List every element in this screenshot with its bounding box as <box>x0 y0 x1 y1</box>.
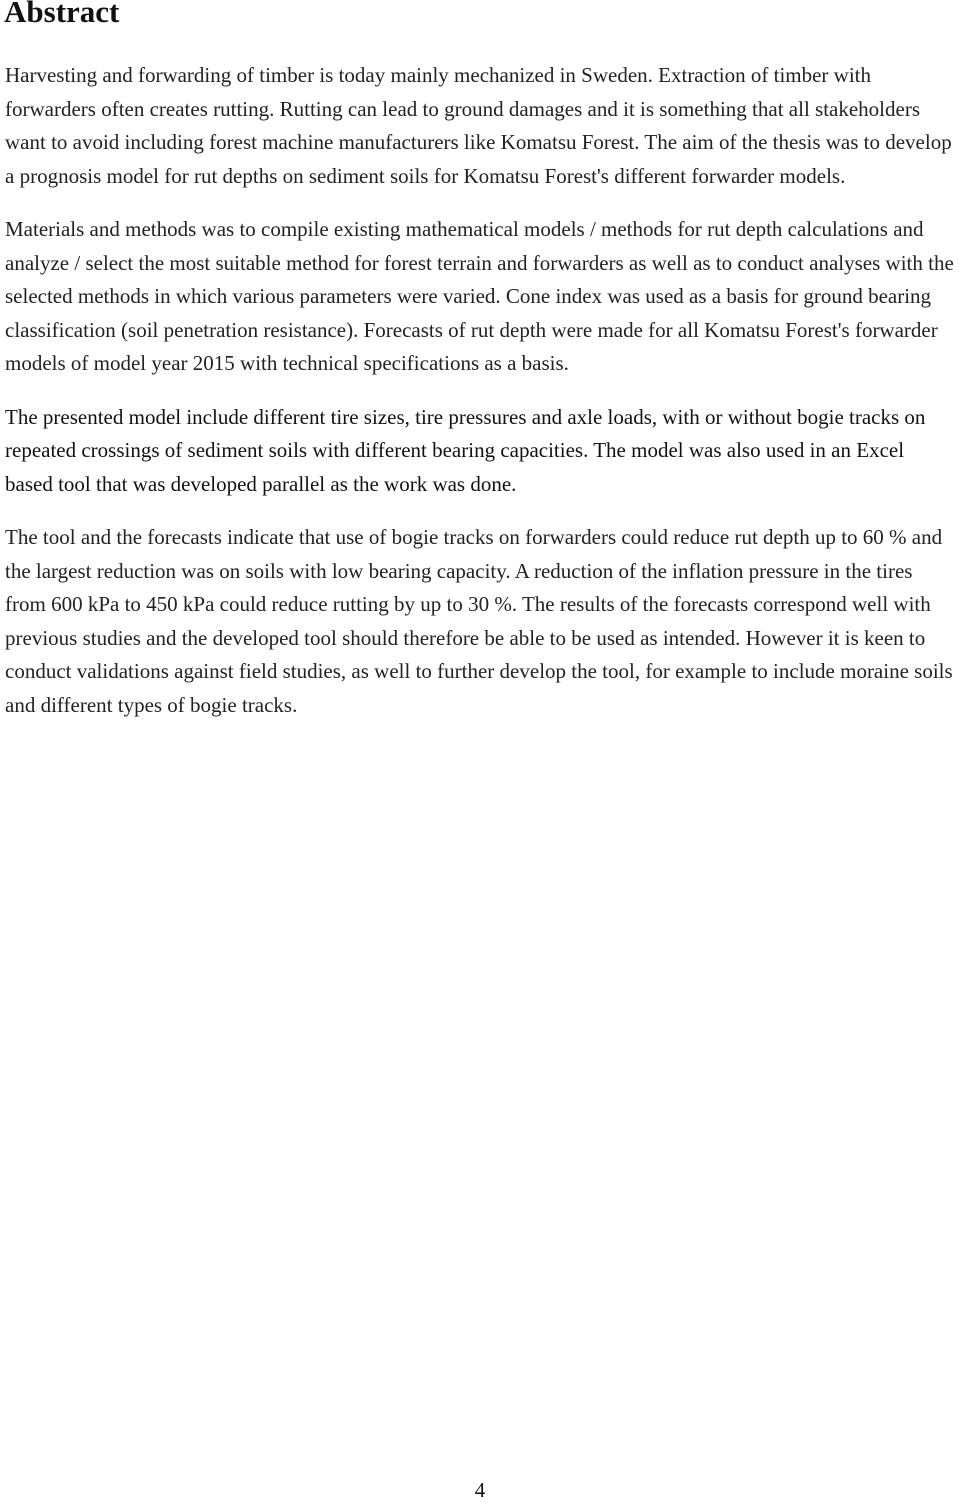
abstract-paragraph-3: The presented model include different tire sizes, tire pressures and axle loads, with or without bogie tracks on repeated crossings of sediment soils with different bearing capacities. The model was also used in an Excel based tool that was developed parallel as the work was done. <box>5 404 926 496</box>
abstract-paragraph-4: The tool and the forecasts indicate that use of bogie tracks on forwarders could reduce rut depth up to 60 % and the largest reduction was on soils with low bearing capacity. A reduction of the inflation pressure in the tires from 600 kPa to 450 kPa could reduce rutting by up to 30 %. The results of the forecasts correspond well with previous studies and the developed tool should therefore be able to be used as intended. However it is keen to conduct validations against field studies, as well to further develop the tool, for example to include moraine soils and different types of bogie tracks. <box>5 525 953 717</box>
abstract-paragraph-2: Materials and methods was to compile existing mathematical models / methods for rut depth calculations and analyze / select the most suitable method for forest terrain and forwarders as well as to conduct analyses with the selected methods in which various parameters were varied. Cone index was used as a basis for ground bearing classification (soil penetration resistance). Forecasts of rut depth were made for all Komatsu Forest's forwarder models of model year 2015 with technical specifications as a basis. <box>5 217 954 375</box>
abstract-body <box>5 59 957 742</box>
abstract-paragraph-1: Harvesting and forwarding of timber is today mainly mechanized in Sweden. Extraction of timber with forwarders often creates rutting. Rutting can lead to ground damages and it is something that all stakeholders want to avoid including forest machine manufacturers like Komatsu Forest. The aim of the thesis was to develop a prognosis model for rut depths on sediment soils for Komatsu Forest's different forwarder models. <box>5 63 952 188</box>
section-heading: Abstract <box>4 0 120 29</box>
page-number: 4 <box>474 1478 486 1502</box>
